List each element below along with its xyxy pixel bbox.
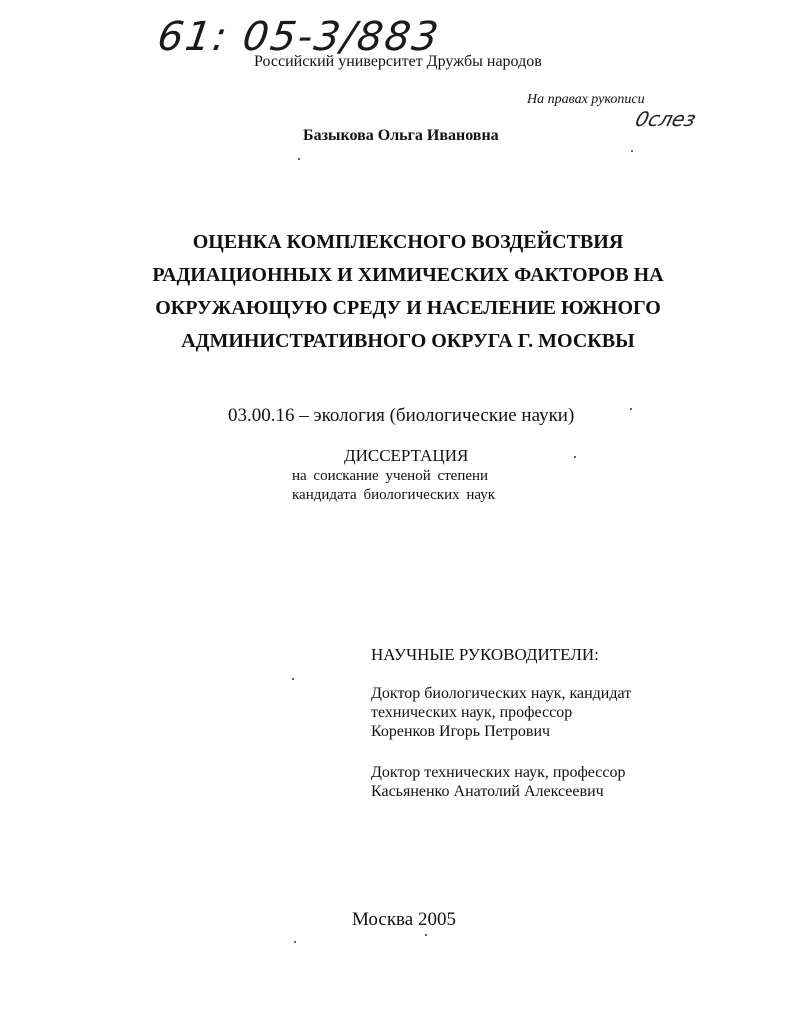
handwritten-catalog-number: 61: 05-3/883 xyxy=(154,14,443,60)
supervisor-name: Коренков Игорь Петрович xyxy=(371,723,551,740)
supervisor-line: технических наук, профессор xyxy=(371,704,573,721)
author-name: Базыкова Ольга Ивановна xyxy=(303,127,499,144)
supervisor-first xyxy=(371,684,631,741)
title-line: АДМИНИСТРАТИВНОГО ОКРУГА Г. МОСКВЫ xyxy=(181,330,635,352)
university-name: Российский университет Дружбы народов xyxy=(254,53,542,70)
supervisor-second xyxy=(371,763,626,801)
title-line: ОКРУЖАЮЩУЮ СРЕДУ И НАСЕЛЕНИЕ ЮЖНОГО xyxy=(155,297,661,319)
degree-purpose-line: на соискание ученой степени xyxy=(292,468,489,484)
specialty-code: 03.00.16 – экология (биологические науки) xyxy=(228,405,575,426)
supervisor-line: Доктор технических наук, профессор xyxy=(371,764,626,781)
city-and-year: Москва 2005 xyxy=(352,909,456,930)
supervisor-line: Доктор биологических наук, кандидат xyxy=(371,685,632,702)
title-line: РАДИАЦИОННЫХ И ХИМИЧЕСКИХ ФАКТОРОВ НА xyxy=(152,264,664,286)
scan-speck xyxy=(630,408,632,410)
document-type: ДИССЕРТАЦИЯ xyxy=(344,446,469,465)
scan-speck xyxy=(298,158,300,160)
scan-speck xyxy=(574,456,576,458)
handwritten-mark: 0слез xyxy=(632,107,699,131)
degree-name-line: кандидата биологических наук xyxy=(292,487,496,503)
dissertation-title xyxy=(100,226,716,358)
scan-speck xyxy=(631,150,633,152)
supervisor-name: Касьяненко Анатолий Алексеевич xyxy=(371,783,604,800)
supervisors-heading: НАУЧНЫЕ РУКОВОДИТЕЛИ: xyxy=(371,645,599,664)
scan-speck xyxy=(425,934,427,936)
title-line: ОЦЕНКА КОМПЛЕКСНОГО ВОЗДЕЙСТВИЯ xyxy=(192,231,624,253)
rights-note: На правах рукописи xyxy=(527,92,645,107)
scan-speck xyxy=(292,678,294,680)
scan-speck xyxy=(294,941,296,943)
